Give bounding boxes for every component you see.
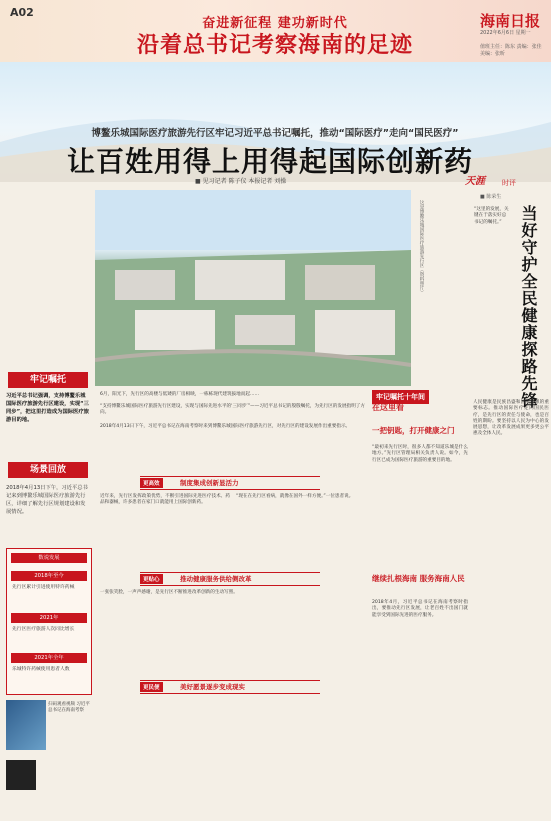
page-code: A02 xyxy=(10,6,34,19)
replay-text: 2018年4月13日下午，习近平总书记来到博鳌乐城国际医疗旅游先行区，详细了解先行区规划建设和发展情况。 xyxy=(6,485,88,515)
anniversary-badge xyxy=(372,390,470,418)
mid-body-2: 2018年4月，习近平总书记在海南考察时指出，要推动先行区发展，让老百姓不出国门就能享受到国际先进的医疗服务。 xyxy=(372,600,468,618)
article-byline: ■ 见习记者 陈子仪 本报记者 刘操 xyxy=(195,178,287,185)
lead-paragraph: 6月，阳光下，先行区的高楼与低矮的厂房相映，一栋栋现代建筑拔地而起…… xyxy=(100,392,260,397)
stats-box xyxy=(6,548,92,695)
stat-1-text: 先行区累计引进使用特许药械 xyxy=(12,585,75,590)
subsection-header-3 xyxy=(140,680,320,694)
mid-headline-2: 继续扎根海南 服务海南人民 xyxy=(372,574,465,583)
badge-tag: 牢记嘱托十年间 xyxy=(372,390,429,404)
aerial-photo xyxy=(95,190,411,386)
video-caption: 扫码观看视频 习近平总书记在海南考察 xyxy=(48,702,90,713)
commentary-author: ■ 陈荣生 xyxy=(480,194,502,200)
stats-title: 数说发展 xyxy=(11,553,87,563)
commentary-title: 当好守护全民健康探路先锋 xyxy=(519,205,538,409)
photo-caption: 这是博鳌乐城国际医疗旅游先行区（资料照片） xyxy=(419,200,424,295)
editor-credits: 值班主任：陈东 责编：张佳 美编：张昕 xyxy=(480,44,542,57)
slogan: 奋进新征程 建功新时代 xyxy=(202,16,348,31)
newspaper-masthead: 海南日报 xyxy=(480,12,541,30)
article-subhead: 博鳌乐城国际医疗旅游先行区牢记习近平总书记嘱托，推动“国际医疗”走向“国民医疗” xyxy=(91,128,459,139)
photo-illustration xyxy=(95,190,411,386)
subsection-tag-3: 更民便 xyxy=(140,682,163,692)
column-name: 天涯 xyxy=(465,176,485,187)
section-header-replay: 场景回放 xyxy=(8,462,88,478)
article-title: 让百姓用得上用得起国际创新药 xyxy=(66,145,473,178)
stat-3-label: 2021年全年 xyxy=(11,653,87,663)
subsection-title-3: 美好愿景逐步变成现实 xyxy=(180,683,245,691)
issue-date: 2022年6月6日 星期一 xyxy=(480,30,531,36)
body-para-2: 2018年4月13日下午，习近平总书记在海南考察时来到博鳌乐城国际医疗旅游先行区，对先行区的建设发展作出重要指示。 xyxy=(100,424,351,429)
commentary-body-1: “这里的发展，关键在于落实好总书记的嘱托。” xyxy=(474,207,509,225)
column-sub: 时评 xyxy=(502,179,516,187)
subsection-tag-1: 更高效 xyxy=(140,478,163,488)
subsection-header-2 xyxy=(140,572,320,586)
subsection-header-1 xyxy=(140,476,320,490)
mid-body-1: “最初来先行区时，很多人都不知道乐城是什么地方。”先行区管理局相关负责人说。如今，先行区已成为国际医疗旅游的重要目的地。 xyxy=(372,445,468,463)
body-para-4: “现在在先行区看病，就像在国外一样方便。”一位患者说。 xyxy=(236,494,354,499)
subsection-tag-2: 更贴心 xyxy=(140,574,163,584)
body-para-1: “支持博鳌乐城国际医疗旅游先行区建设，实现与国际先进水平的‘三同步’”——习近平总书记的殷殷嘱托，为先行区的发展指明了方向。 xyxy=(100,404,365,416)
remember-text: 习近平总书记强调，支持博鳌乐城国际医疗旅游先行区建设，实现“三同步”，把这里打造成为国际医疗旅游目的地。 xyxy=(6,393,89,423)
video-thumbnail[interactable] xyxy=(6,700,46,750)
stat-3-text: 乐城特许药械使用患者人数 xyxy=(12,667,70,672)
stat-2-text: 先行区医疗旅游人次同比增长 xyxy=(12,627,75,632)
body-para-3: 近年来，先行区发挥政策优势，不断引进国际先进医疗技术、药品和器械，许多患者在家门口就能用上国际创新药。 xyxy=(100,494,230,506)
subsection-title-1: 制度集成创新显活力 xyxy=(180,479,239,487)
qr-code-icon xyxy=(6,760,36,790)
section-header-remember: 牢记嘱托 xyxy=(8,372,88,388)
mid-headline-1: 一把钥匙，打开健康之门 xyxy=(372,426,455,435)
subsection-title-2: 推动健康服务供给侧改革 xyxy=(180,575,252,583)
stat-2-label: 2021年 xyxy=(11,613,87,623)
stat-1-label: 2018年至今 xyxy=(11,571,87,581)
badge-title: 在这里看 xyxy=(372,403,404,412)
commentary-body-2: 人民健康是民族昌盛和国家富强的重要标志。推动国际医疗走向国民医疗，是先行区的责任与使命，也是百姓的期盼。要坚持以人民为中心的发展思想，让改革发展成果更多更公平惠及全体人民。 xyxy=(473,400,549,437)
body-para-5: 一张张笑脸，一声声感谢，是先行区不断推进改革创新的生动写照。 xyxy=(100,590,238,595)
section-title: 沿着总书记考察海南的足迹 xyxy=(136,32,413,58)
